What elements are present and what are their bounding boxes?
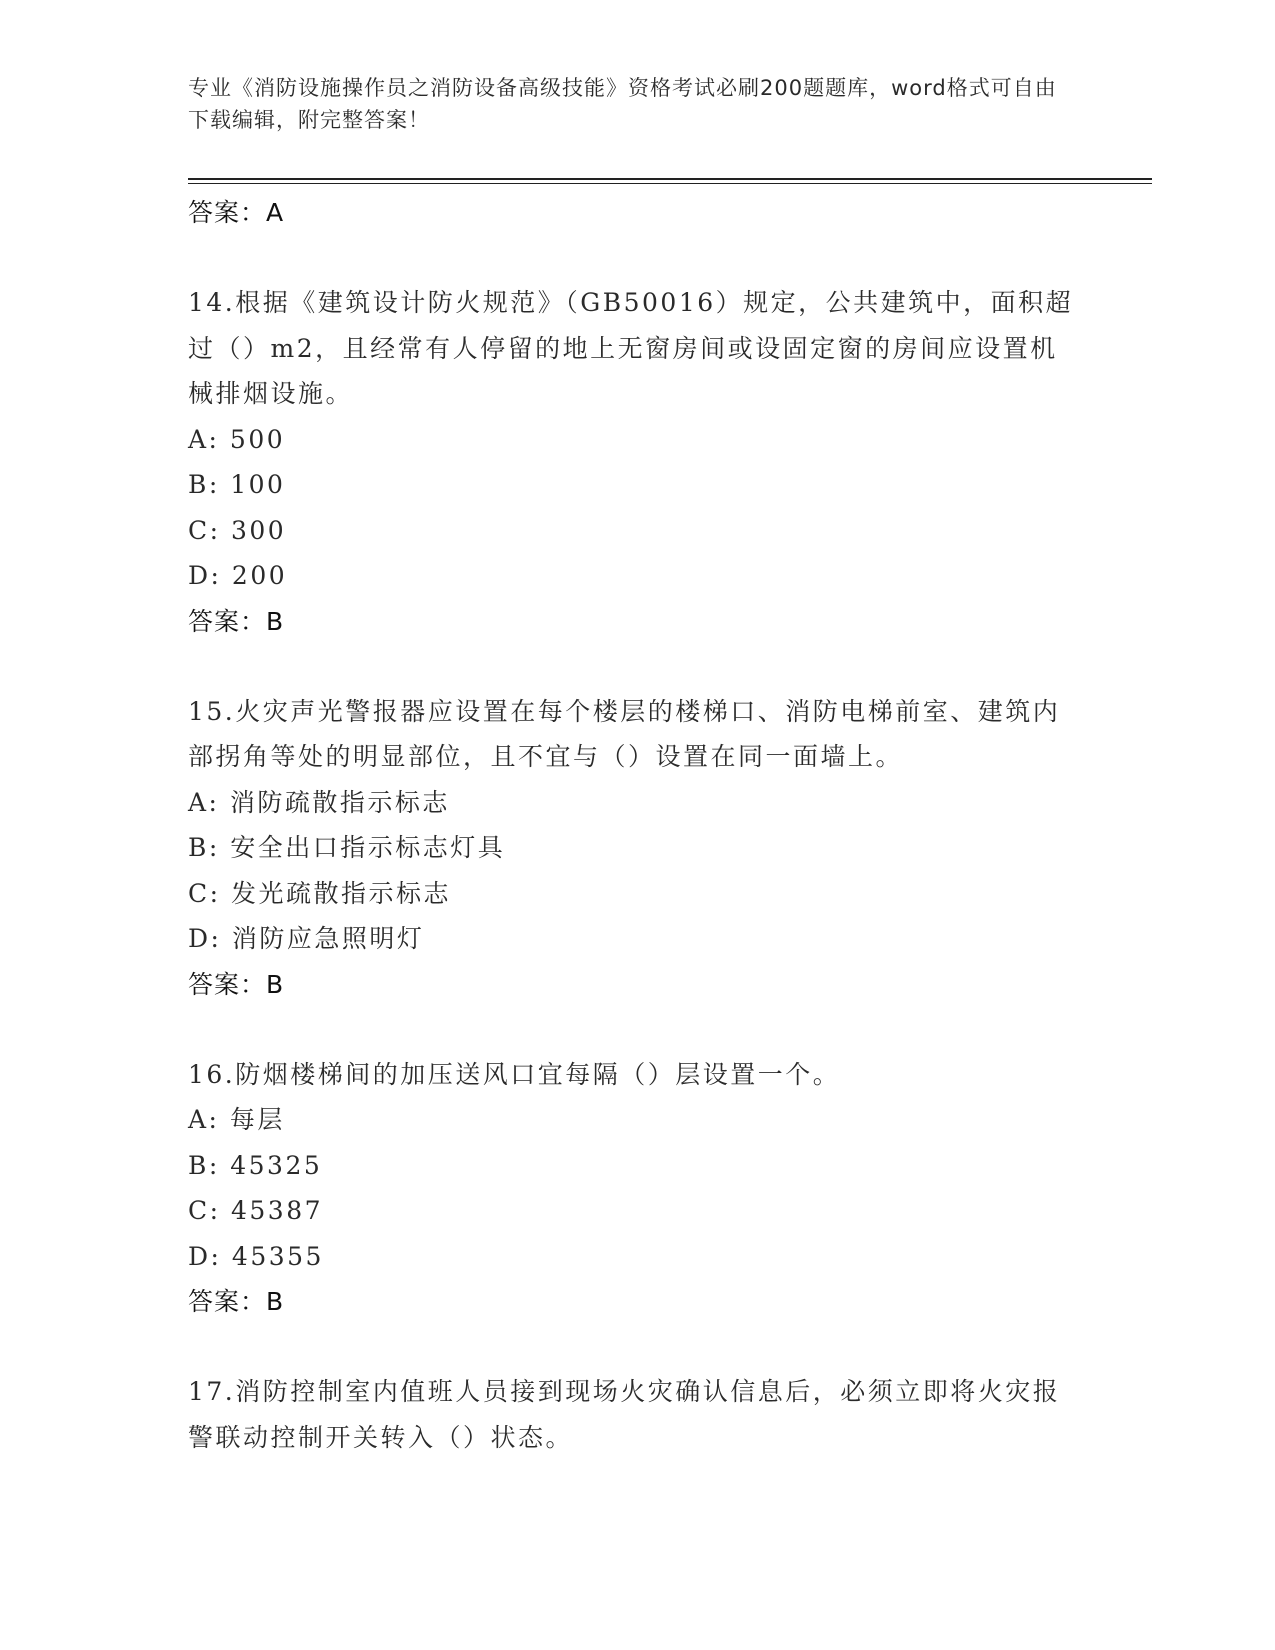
option-b: B: 45325: [188, 1150, 323, 1180]
question-text: 15.火灾声光警报器应设置在每个楼层的楼梯口、消防电梯前室、建筑内部拐角等处的明显部位，且不宜与（）设置在同一面墙上。: [188, 696, 1061, 771]
answer-line: 答案：B: [188, 606, 285, 636]
document-header-note: 专业《消防设施操作员之消防设备高级技能》资格考试必刷200题题库，word格式可自由下载编辑，附完整答案！: [188, 76, 1057, 132]
answer-line: 答案：B: [188, 969, 285, 999]
header-divider-thin: [188, 183, 1152, 184]
question-15: [188, 689, 1078, 1008]
option-c: C: 发光疏散指示标志: [188, 878, 451, 908]
option-a: A: 每层: [188, 1105, 285, 1134]
header-divider-thick: [188, 178, 1152, 180]
question-text: 17.消防控制室内值班人员接到现场火灾确认信息后，必须立即将火灾报警联动控制开关转入（）状态。: [188, 1377, 1061, 1452]
question-text: 16.防烟楼梯间的加压送风口宜每隔（）层设置一个。: [188, 1059, 841, 1089]
option-d: D: 45355: [188, 1241, 324, 1271]
option-c: C: 45387: [188, 1196, 324, 1225]
option-a: A: 500: [188, 424, 286, 454]
option-b: B: 100: [188, 470, 286, 499]
question-17: [188, 1369, 1078, 1460]
question-text: 14.根据《建筑设计防火规范》（GB50016）规定，公共建筑中，面积超过（）m2，且经常有人停留的地上无窗房间或设固定窗的房间应设置机械排烟设施。: [188, 288, 1074, 408]
option-b: B: 安全出口指示标志灯具: [188, 833, 506, 862]
option-d: D: 消防应急照明灯: [188, 924, 425, 953]
question-16: [188, 1052, 1078, 1326]
option-a: A: 消防疏散指示标志: [188, 787, 450, 817]
answer-line-prev: 答案：A: [188, 198, 285, 227]
answer-line: 答案：B: [188, 1287, 285, 1316]
option-c: C: 300: [188, 515, 287, 545]
option-d: D: 200: [188, 561, 288, 590]
question-14: [188, 280, 1078, 645]
document-body: [188, 190, 1078, 1460]
